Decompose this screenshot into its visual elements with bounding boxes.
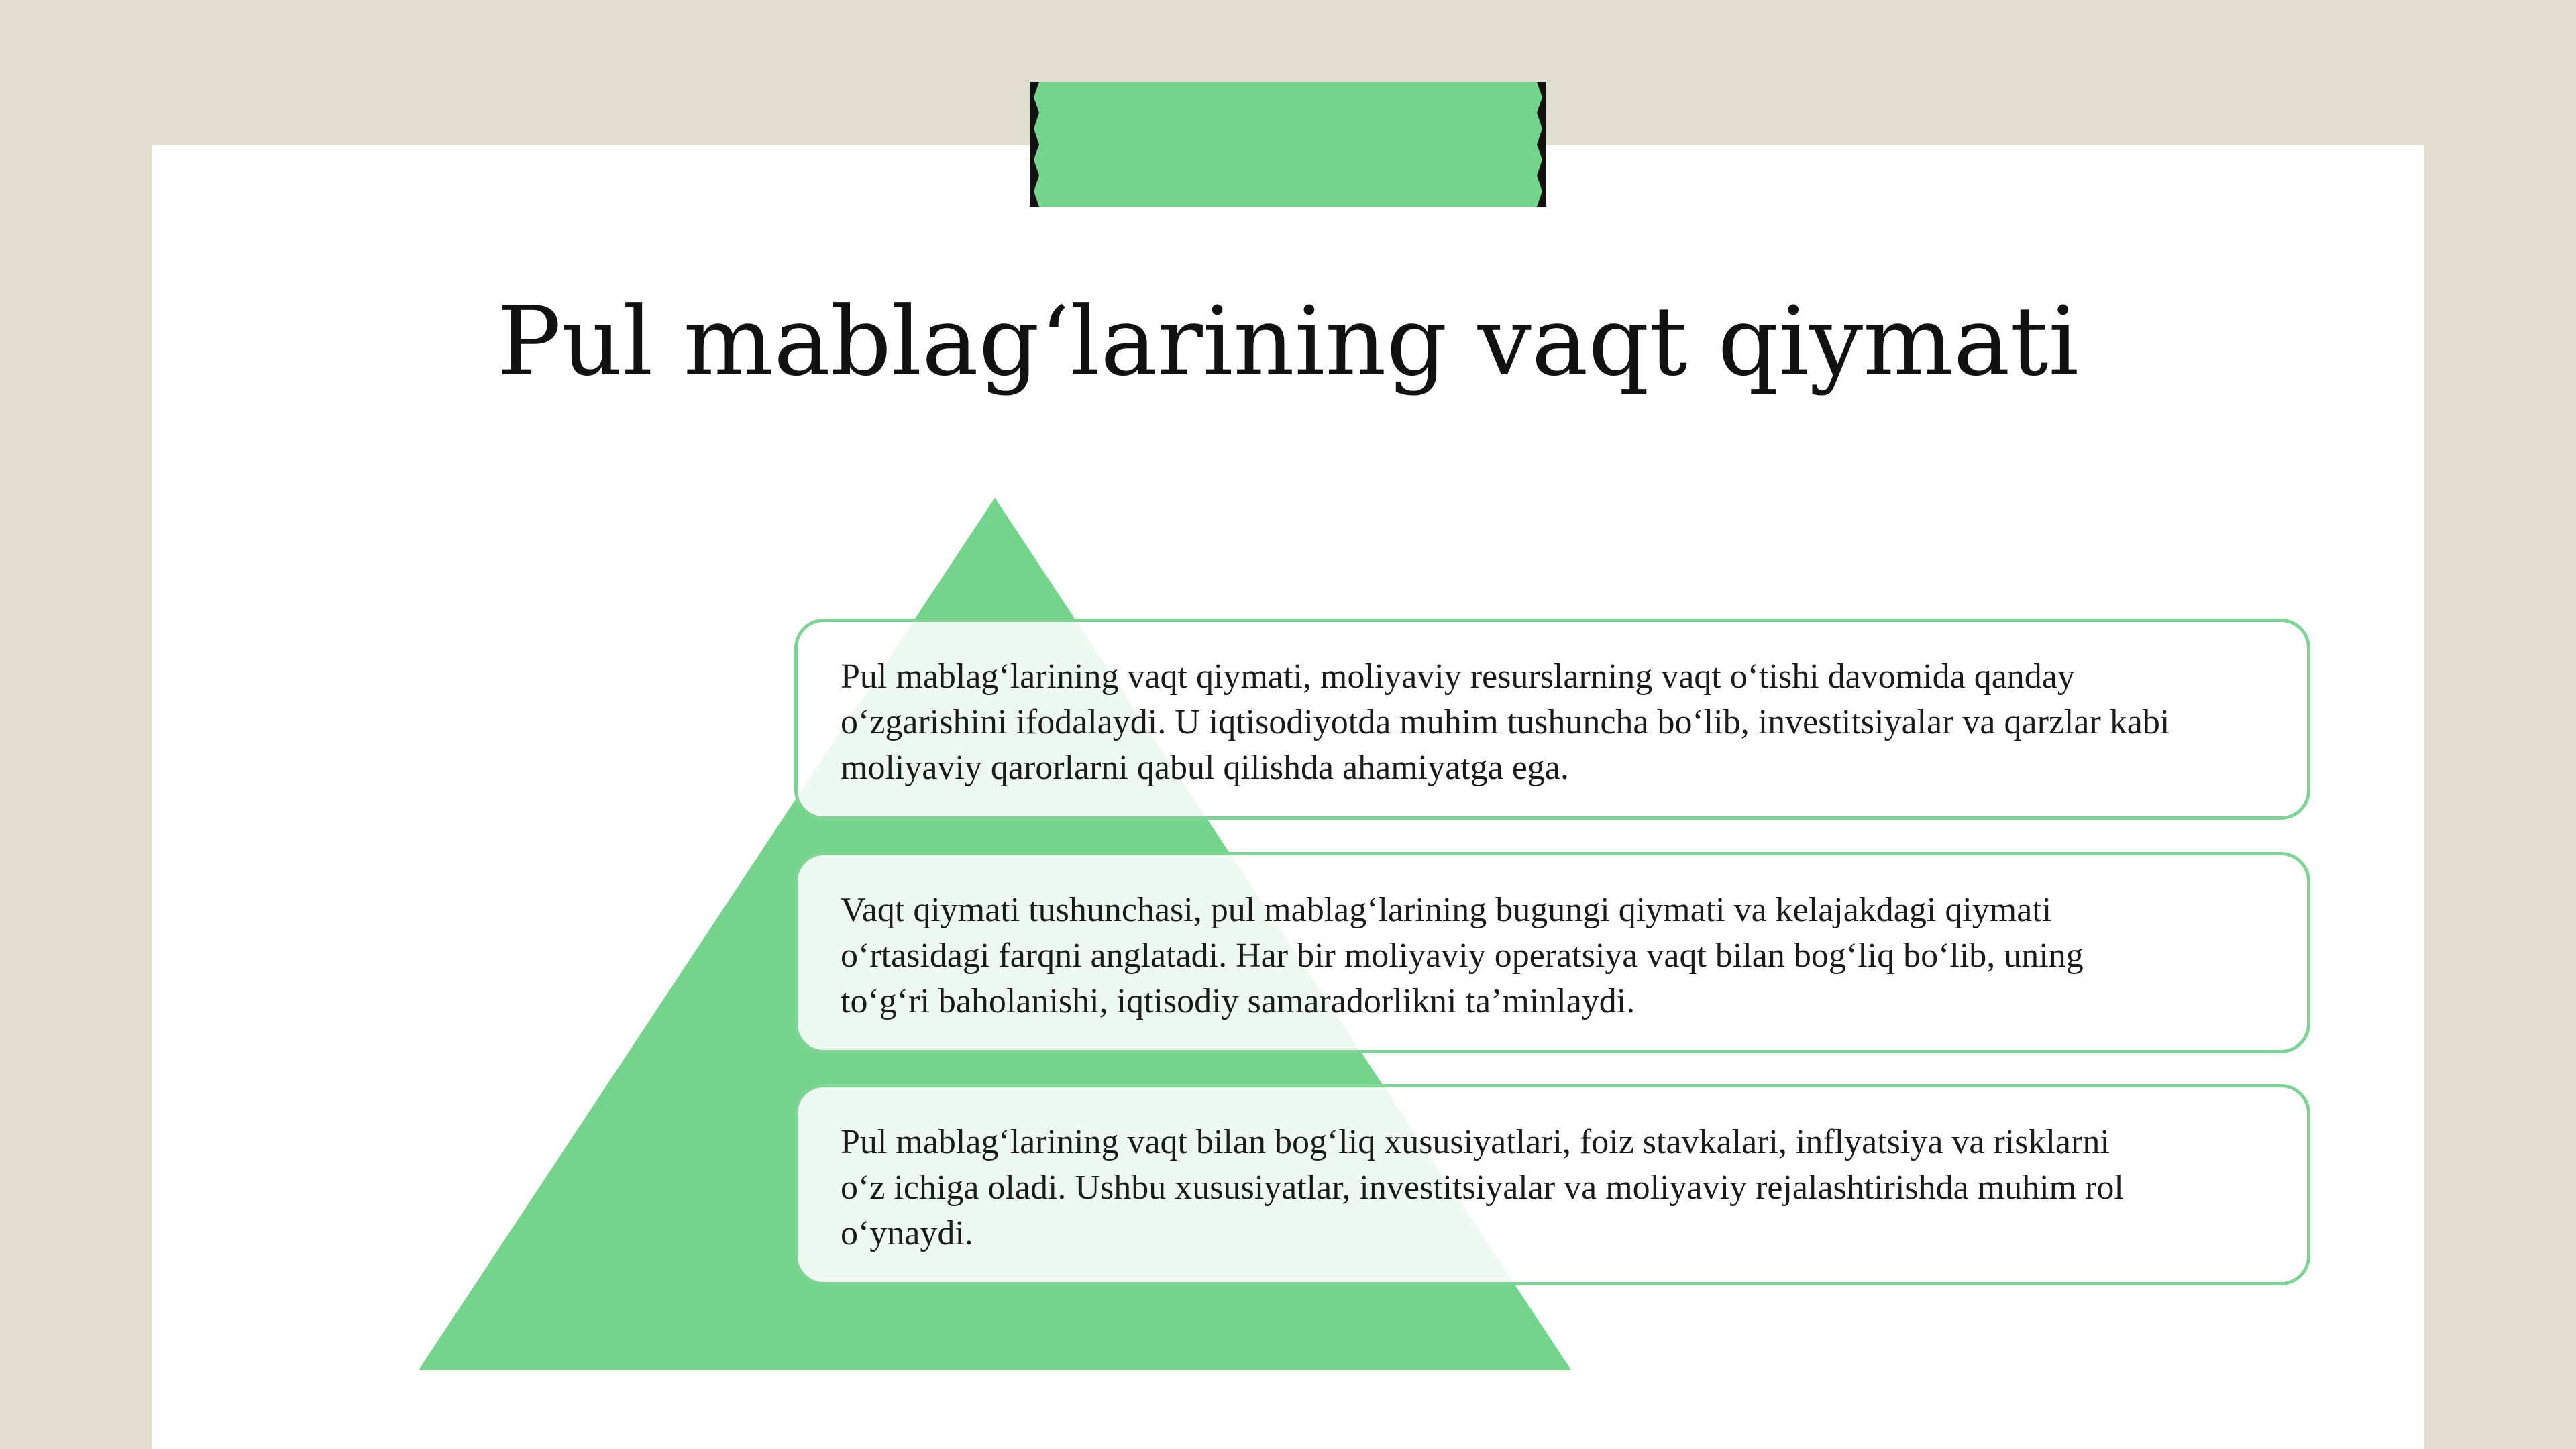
text-box-1-line-1: Pul mablag‘larining vaqt qiymati, moliyaviy resurslarning vaqt o‘tishi davomida qanday [841,657,2075,696]
text-box-2-line-2: o‘rtasidagi farqni anglatadi. Har bir moliyaviy operatsiya vaqt bilan bog‘liq bo‘lib, uning [841,936,2084,975]
text-box-2-line-3: to‘g‘ri baholanishi, iqtisodiy samaradorlikni ta’minlaydi. [841,982,1635,1020]
text-box-2-line-1: Vaqt qiymati tushunchasi, pul mablag‘larining bugungi qiymati va kelajakdagi qiymati [841,891,2052,929]
slide-title: Pul mablag‘larining vaqt qiymati [497,286,2079,397]
text-box-1 [794,619,2310,820]
text-box-1-line-2: o‘zgarishini ifodalaydi. U iqtisodiyotda muhim tushuncha bo‘lib, investitsiyalar va qarzlar kabi [841,703,2170,741]
text-box-3 [794,1084,2310,1285]
tape-decoration [1030,82,1546,207]
text-box-1-line-3: moliyaviy qarorlarni qabul qilishda ahamiyatga ega. [841,749,1569,787]
text-box-2 [794,852,2310,1053]
text-box-3-line-2: o‘z ichiga oladi. Ushbu xususiyatlar, investitsiyalar va moliyaviy rejalashtirishda muhim rol [841,1169,2124,1207]
text-box-3-line-3: o‘ynaydi. [841,1214,973,1252]
text-box-3-line-1: Pul mablag‘larining vaqt bilan bog‘liq xususiyatlari, foiz stavkalari, inflyatsiya va risklarni [841,1123,2110,1161]
